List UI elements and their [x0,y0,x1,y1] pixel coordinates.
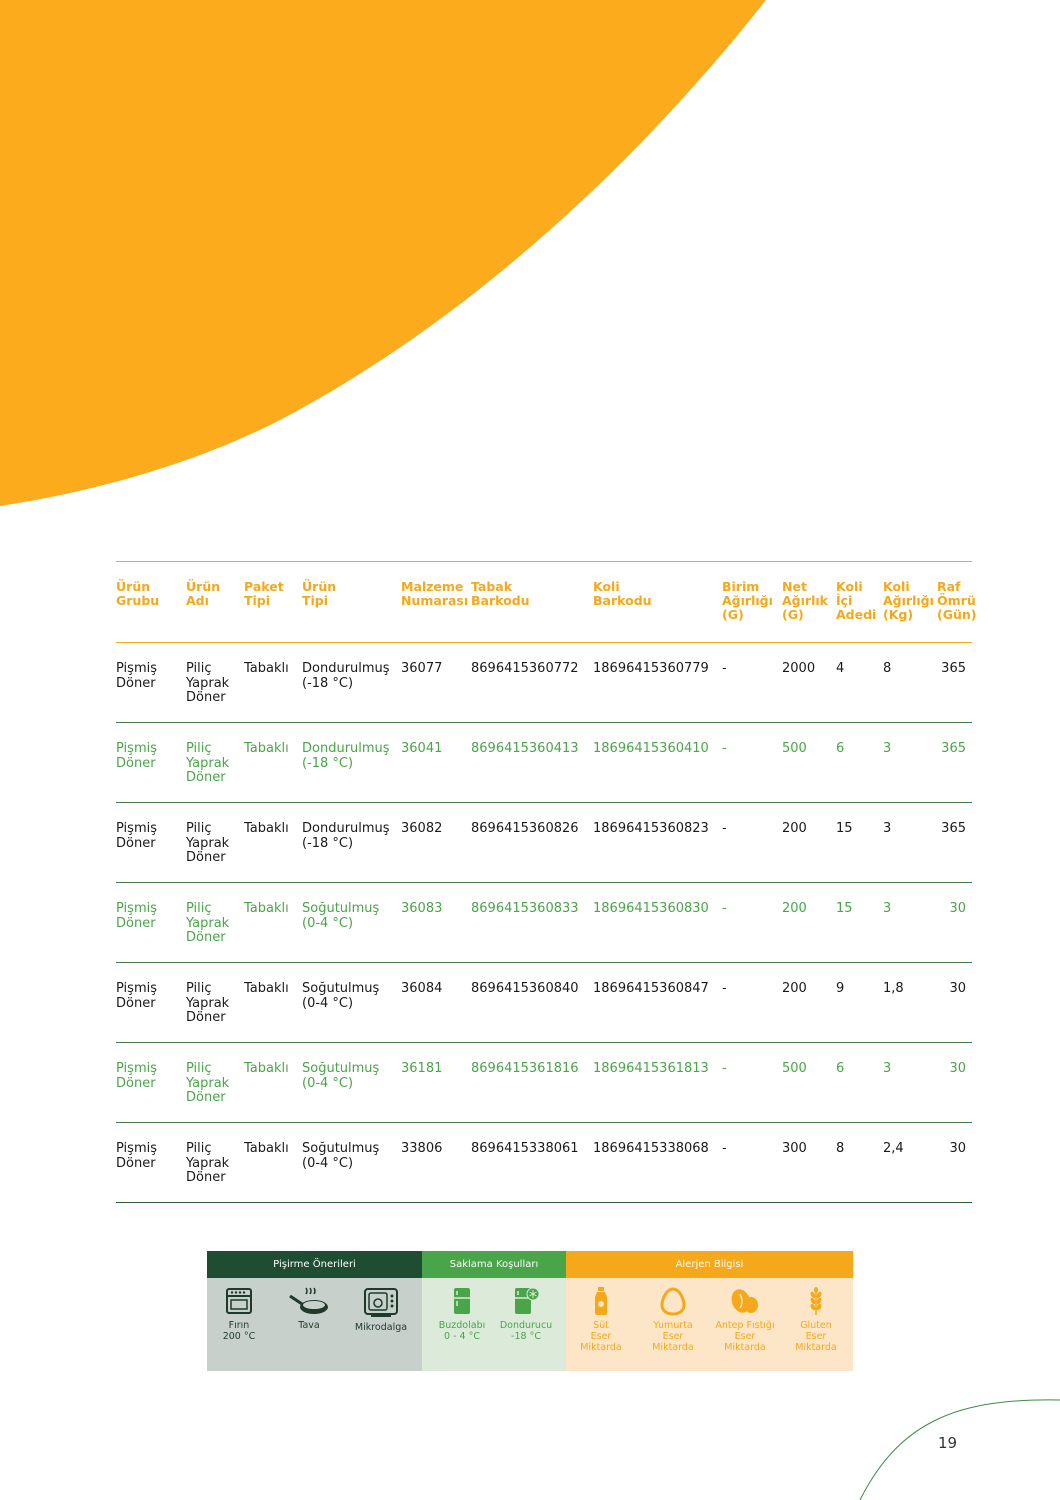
cell-urun-adi: Piliç Yaprak Döner [186,741,230,785]
cooking-legend [207,1251,422,1371]
cell-raf-omru: 365 [941,661,966,676]
cell-urun-grubu: Pişmiş Döner [116,981,157,1011]
cell-urun-tipi: Soğutulmuş (0-4 °C) [302,981,380,1011]
cell-urun-adi: Piliç Yaprak Döner [186,1141,230,1185]
cell-koli-barkodu: 18696415360847 [593,981,709,996]
allergen-item-egg-label: Yumurta Eser Miktarda [652,1320,694,1353]
storage-item-freezer [491,1286,561,1342]
storage-item-freezer-label: Dondurucu -18 °C [499,1320,553,1342]
allergen-item-milk [566,1286,636,1353]
allergen-legend-title: Alerjen Bilgisi [566,1251,853,1278]
cell-malzeme-numarasi: 36077 [401,661,443,676]
header-malzeme-numarasi: Malzeme Numarası [401,579,469,608]
cell-urun-tipi: Soğutulmuş (0-4 °C) [302,1141,380,1171]
cell-tabak-barkodu: 8696415360413 [471,741,579,756]
cell-koli-barkodu: 18696415338068 [593,1141,709,1156]
cell-koli-barkodu: 18696415360823 [593,821,709,836]
allergen-item-milk-label: Süt Eser Miktarda [580,1320,622,1353]
cell-koli-barkodu: 18696415360830 [593,901,709,916]
cell-birim-agirligi: - [722,741,727,756]
cell-birim-agirligi: - [722,981,727,996]
table-row [116,723,972,803]
cell-urun-adi: Piliç Yaprak Döner [186,981,230,1025]
cell-net-agirlik: 200 [782,821,807,836]
allergen-legend-items [566,1278,853,1371]
milk-bottle-icon [591,1286,611,1316]
cell-koli-ici-adedi: 4 [836,661,845,676]
cell-malzeme-numarasi: 33806 [401,1141,443,1156]
cell-paket-tipi: Tabaklı [244,741,289,756]
cell-tabak-barkodu: 8696415360772 [471,661,579,676]
cell-koli-barkodu: 18696415360779 [593,661,709,676]
table-body [116,643,972,1203]
egg-icon [660,1286,686,1316]
table-row [116,883,972,963]
cell-urun-adi: Piliç Yaprak Döner [186,661,230,705]
cooking-item-oven [204,1286,274,1342]
header-koli-ici-adedi: Koli İçi Adedi [836,579,877,622]
cell-koli-agirligi: 3 [883,901,892,916]
cell-koli-ici-adedi: 15 [836,821,853,836]
cell-koli-barkodu: 18696415361813 [593,1061,709,1076]
cell-koli-agirligi: 1,8 [883,981,904,996]
cell-birim-agirligi: - [722,1141,727,1156]
cooking-item-pan-label: Tava [298,1320,320,1331]
wheat-icon [806,1286,826,1316]
cell-urun-tipi: Soğutulmuş (0-4 °C) [302,1061,380,1091]
cell-paket-tipi: Tabaklı [244,1141,289,1156]
cooking-item-oven-label: Fırın 200 °C [222,1320,256,1342]
fridge-icon [451,1286,473,1316]
product-table [116,561,977,1203]
cell-tabak-barkodu: 8696415360833 [471,901,579,916]
header-koli-agirligi: Koli Ağırlığı (Kg) [883,579,934,622]
table-row [116,643,972,723]
cell-net-agirlik: 200 [782,981,807,996]
header-birim-agirligi: Birim Ağırlığı (G) [722,579,773,622]
allergen-item-egg [638,1286,708,1353]
cell-koli-agirligi: 3 [883,741,892,756]
cell-koli-ici-adedi: 8 [836,1141,845,1156]
cell-urun-grubu: Pişmiş Döner [116,821,157,851]
cell-birim-agirligi: - [722,661,727,676]
cell-malzeme-numarasi: 36084 [401,981,443,996]
page-number: 19 [938,1434,958,1452]
header-urun-adi: Ürün Adı [186,579,221,608]
oven-icon [224,1286,254,1316]
cell-net-agirlik: 500 [782,1061,807,1076]
cell-raf-omru: 365 [941,821,966,836]
allergen-legend [566,1251,853,1371]
table-header-row [116,562,977,643]
cell-urun-tipi: Dondurulmuş (-18 °C) [302,661,390,691]
cell-urun-adi: Piliç Yaprak Döner [186,901,230,945]
cell-paket-tipi: Tabaklı [244,1061,289,1076]
cell-birim-agirligi: - [722,821,727,836]
cell-raf-omru: 30 [949,1061,966,1076]
storage-item-fridge-label: Buzdolabı 0 - 4 °C [438,1320,486,1342]
cell-koli-agirligi: 2,4 [883,1141,904,1156]
allergen-item-pistachio [710,1286,780,1353]
cell-koli-agirligi: 3 [883,1061,892,1076]
cell-koli-agirligi: 8 [883,661,892,676]
cell-birim-agirligi: - [722,901,727,916]
cell-raf-omru: 365 [941,741,966,756]
header-urun-tipi: Ürün Tipi [302,579,337,608]
cooking-item-microwave-label: Mikrodalga [354,1322,408,1333]
microwave-icon [363,1286,399,1318]
pistachio-icon [730,1286,760,1316]
cell-raf-omru: 30 [949,981,966,996]
cell-koli-ici-adedi: 15 [836,901,853,916]
storage-item-fridge [427,1286,497,1342]
cell-birim-agirligi: - [722,1061,727,1076]
cell-net-agirlik: 200 [782,901,807,916]
cooking-item-pan [274,1286,344,1331]
header-raf-omru: Raf Ömrü (Gün) [937,579,977,622]
allergen-item-gluten [781,1286,851,1353]
cell-malzeme-numarasi: 36181 [401,1061,443,1076]
storage-legend [422,1251,566,1371]
table-row [116,1043,972,1123]
cell-koli-ici-adedi: 9 [836,981,845,996]
cooking-legend-title: Pişirme Önerileri [207,1251,422,1278]
cell-koli-ici-adedi: 6 [836,1061,845,1076]
cell-koli-agirligi: 3 [883,821,892,836]
cell-urun-tipi: Soğutulmuş (0-4 °C) [302,901,380,931]
cell-raf-omru: 30 [949,1141,966,1156]
cooking-item-microwave [346,1286,416,1333]
table-row [116,963,972,1043]
cell-urun-tipi: Dondurulmuş (-18 °C) [302,821,390,851]
header-tabak-barkodu: Tabak Barkodu [471,579,530,608]
header-urun-grubu: Ürün Grubu [116,579,160,608]
cell-koli-ici-adedi: 6 [836,741,845,756]
allergen-item-pistachio-label: Antep Fıstığı Eser Miktarda [715,1320,775,1353]
cell-net-agirlik: 2000 [782,661,816,676]
cell-paket-tipi: Tabaklı [244,821,289,836]
cell-tabak-barkodu: 8696415338061 [471,1141,579,1156]
cell-urun-adi: Piliç Yaprak Döner [186,821,230,865]
table-row [116,803,972,883]
cell-koli-barkodu: 18696415360410 [593,741,709,756]
cell-net-agirlik: 300 [782,1141,807,1156]
allergen-item-gluten-label: Gluten Eser Miktarda [795,1320,837,1353]
cell-tabak-barkodu: 8696415361816 [471,1061,579,1076]
cooking-legend-items [207,1278,422,1371]
cell-urun-grubu: Pişmiş Döner [116,661,157,691]
cell-urun-grubu: Pişmiş Döner [116,1061,157,1091]
cell-urun-tipi: Dondurulmuş (-18 °C) [302,741,390,771]
cell-urun-grubu: Pişmiş Döner [116,1141,157,1171]
cell-malzeme-numarasi: 36082 [401,821,443,836]
cell-tabak-barkodu: 8696415360826 [471,821,579,836]
cell-paket-tipi: Tabaklı [244,661,289,676]
storage-legend-title: Saklama Koşulları [422,1251,566,1278]
cell-urun-adi: Piliç Yaprak Döner [186,1061,230,1105]
cell-paket-tipi: Tabaklı [244,981,289,996]
storage-legend-items [422,1278,566,1371]
table-row [116,1123,972,1203]
cell-paket-tipi: Tabaklı [244,901,289,916]
cell-raf-omru: 30 [949,901,966,916]
pan-icon [288,1286,330,1316]
cell-urun-grubu: Pişmiş Döner [116,741,157,771]
cell-tabak-barkodu: 8696415360840 [471,981,579,996]
cell-net-agirlik: 500 [782,741,807,756]
cell-urun-grubu: Pişmiş Döner [116,901,157,931]
freezer-icon [512,1286,540,1316]
header-paket-tipi: Paket Tipi [244,579,284,608]
header-net-agirlik: Net Ağırlık (G) [782,579,828,622]
cell-malzeme-numarasi: 36041 [401,741,443,756]
header-koli-barkodu: Koli Barkodu [593,579,652,608]
cell-malzeme-numarasi: 36083 [401,901,443,916]
